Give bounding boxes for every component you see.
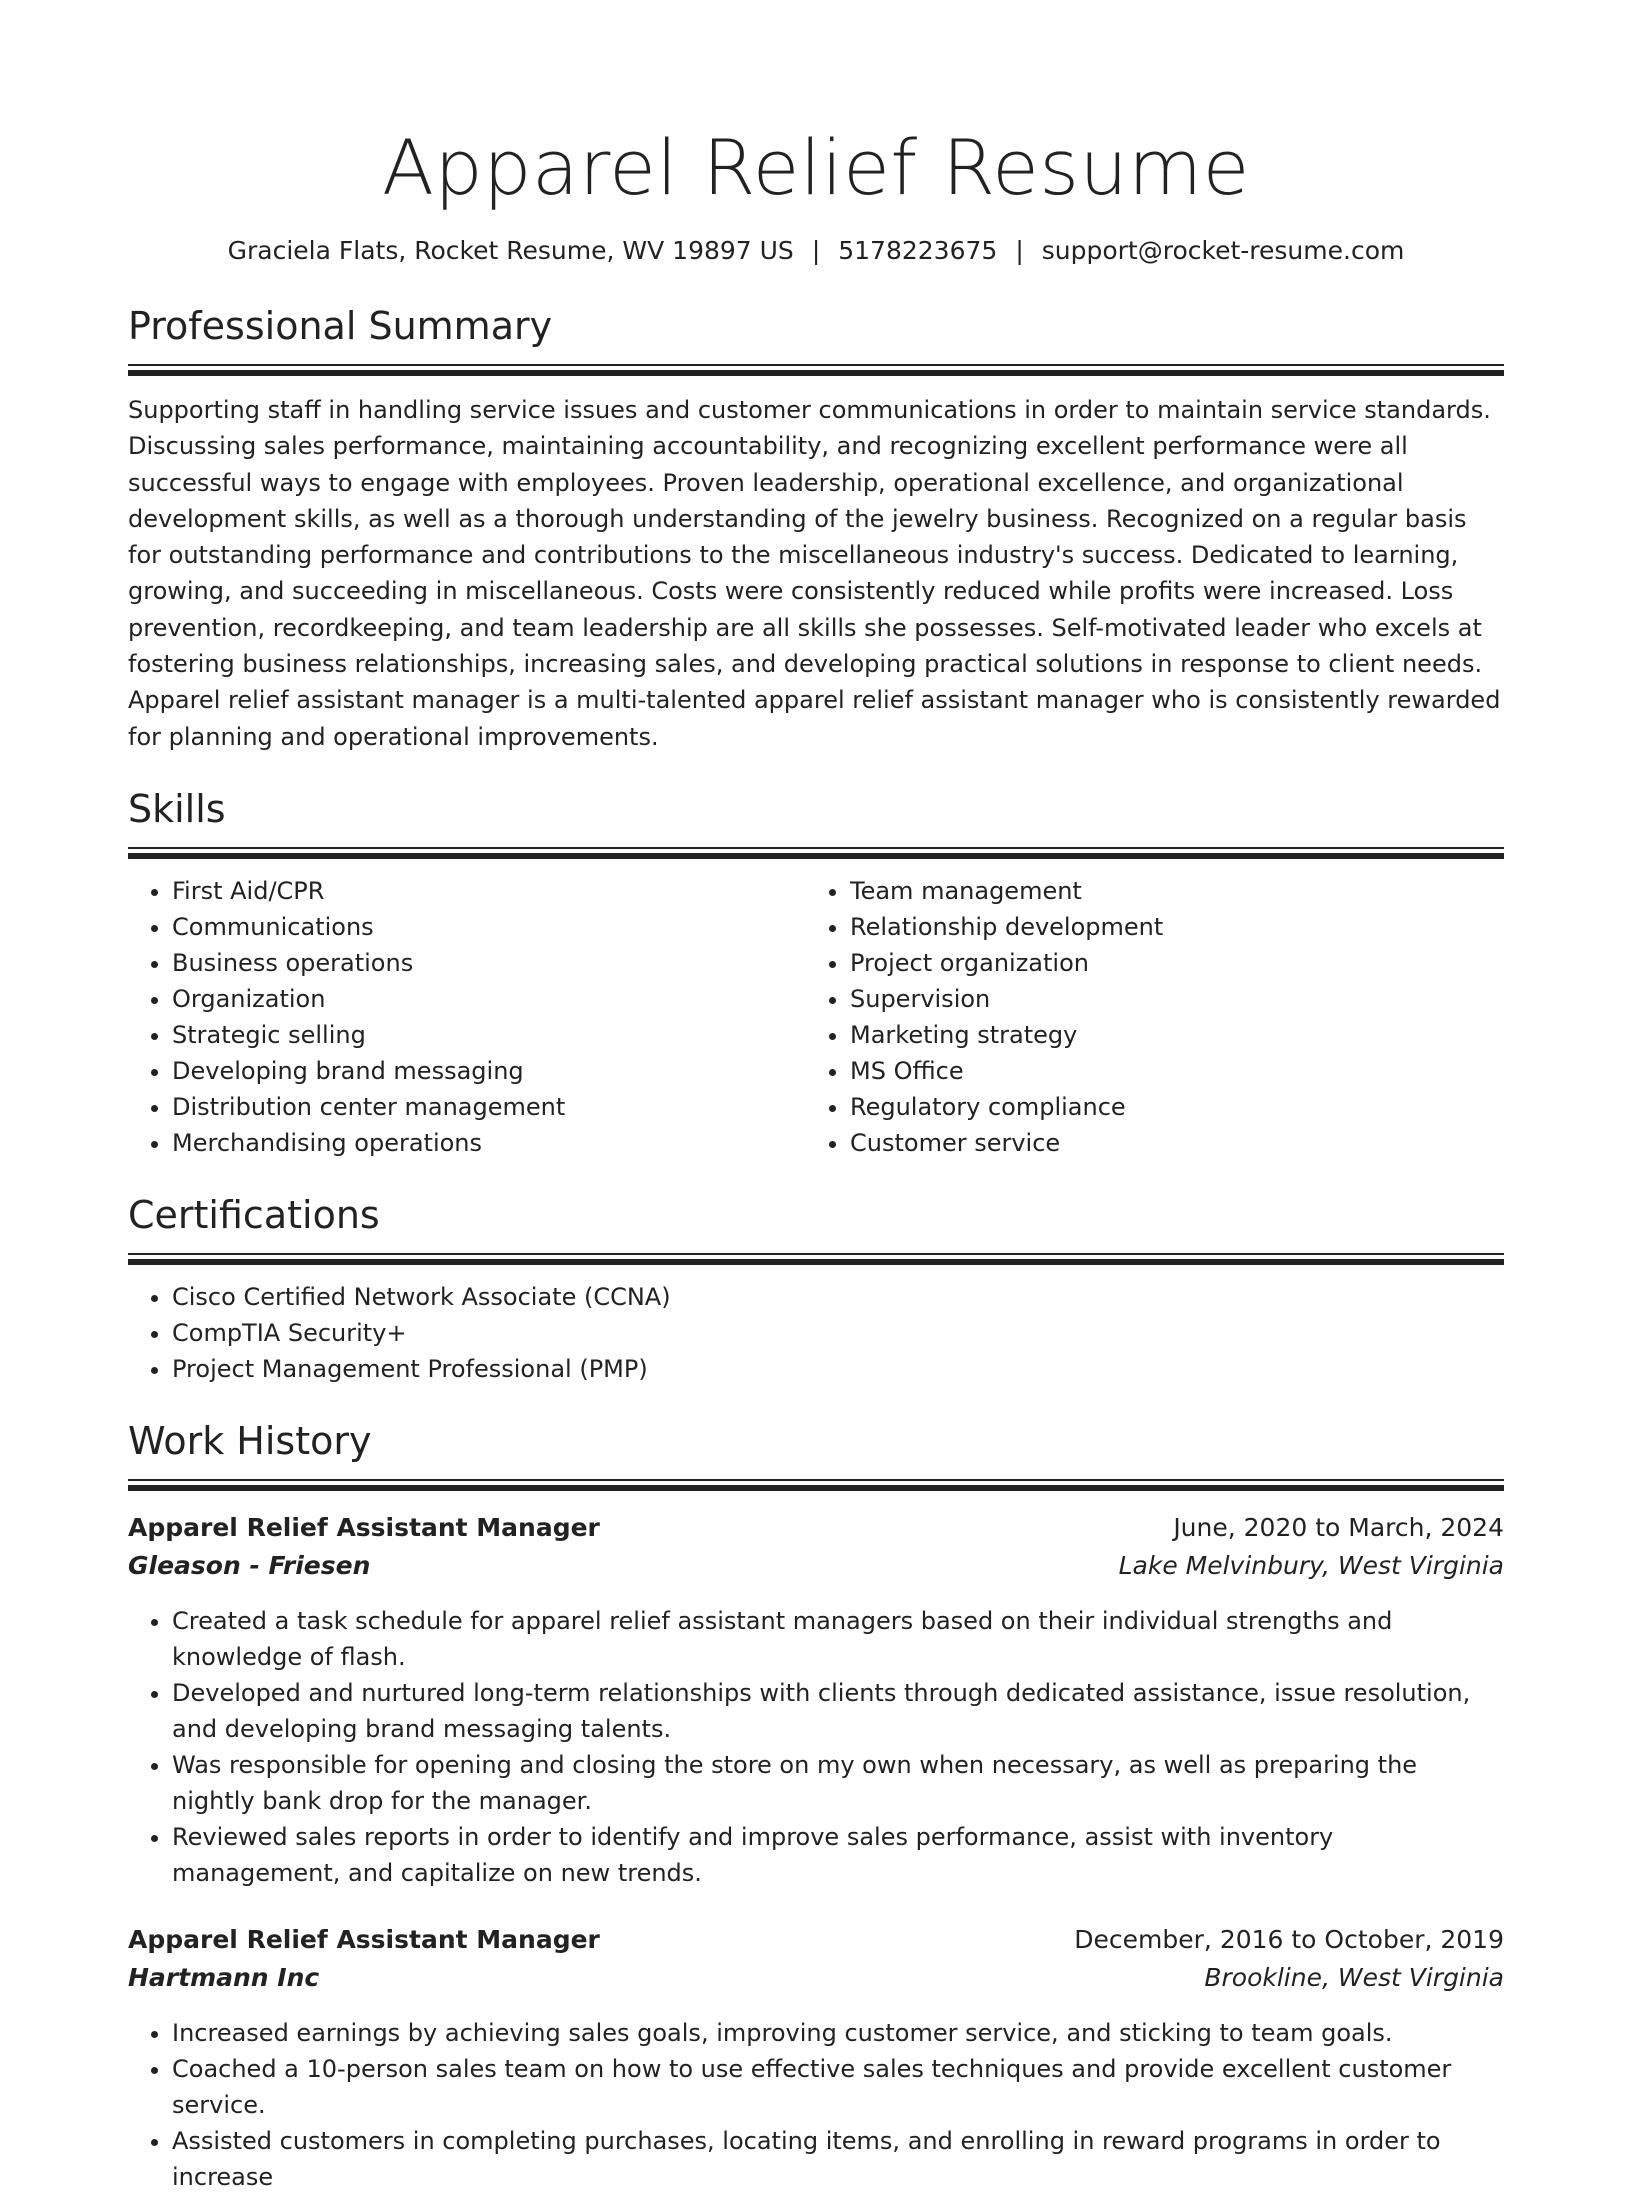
certification-item: • Cisco Certified Network Associate (CCNA) <box>172 1279 1504 1315</box>
section-divider <box>128 364 1504 376</box>
skills-list-left <box>128 873 806 1161</box>
skill-item: • Communications <box>172 909 806 945</box>
skill-item: • Team management <box>850 873 1484 909</box>
job-duties-list <box>128 1603 1504 1891</box>
skill-item: • Organization <box>172 981 806 1017</box>
certification-item: • Project Management Professional (PMP) <box>172 1351 1504 1387</box>
contact-address: Graciela Flats, Rocket Resume, WV 19897 US <box>227 236 794 265</box>
summary-section <box>128 302 1504 755</box>
job-duty-item: • Created a task schedule for apparel relief assistant managers based on their individual strengths and knowledge of flash. <box>172 1603 1504 1675</box>
skill-item: • Supervision <box>850 981 1484 1017</box>
summary-text: Supporting staff in handling service issues and customer communications in order to maintain service standards. Discussing sales performance, maintaining accountability, and recognizing excellent performance were all successful ways to engage with employees. Proven leadership, operational excellence, and organizational development skills, as well as a thorough understanding of the jewelry business. Recognized on a regular basis for outstanding performance and contributions to the miscellaneous industry's success. Dedicated to learning, growing, and succeeding in miscellaneous. Costs were consistently reduced while profits were increased. Loss prevention, recordkeeping, and team leadership are all skills she possesses. Self-motivated leader who excels at fostering business relationships, increasing sales, and developing practical solutions in response to client needs. Apparel relief assistant manager is a multi-talented apparel relief assistant manager who is consistently rewarded for planning and operational improvements. <box>128 396 1501 751</box>
certifications-heading: Certifications <box>128 1192 380 1237</box>
skill-item: • Business operations <box>172 945 806 981</box>
job-entry <box>128 1921 1504 2195</box>
job-dates: June, 2020 to March, 2024 <box>1173 1512 1504 1542</box>
job-subheader-row <box>128 1959 1504 1997</box>
skill-item: • Relationship development <box>850 909 1484 945</box>
section-divider <box>128 1253 1504 1265</box>
section-divider <box>128 847 1504 859</box>
contact-phone: 5178223675 <box>838 236 998 265</box>
skill-item: • Distribution center management <box>172 1089 806 1125</box>
job-duty-item: • Assisted customers in completing purchases, locating items, and enrolling in reward programs in order to increase <box>172 2123 1504 2195</box>
job-duty-item: • Increased earnings by achieving sales goals, improving customer service, and sticking to team goals. <box>172 2015 1504 2051</box>
job-duty-item: • Was responsible for opening and closing the store on my own when necessary, as well as preparing the nightly bank drop for the manager. <box>172 1747 1504 1819</box>
skill-item: • Marketing strategy <box>850 1017 1484 1053</box>
skill-item: • MS Office <box>850 1053 1484 1089</box>
job-header-row <box>128 1509 1504 1547</box>
certification-item: • CompTIA Security+ <box>172 1315 1504 1351</box>
job-header-row <box>128 1921 1504 1959</box>
contact-line <box>128 234 1504 268</box>
summary-heading: Professional Summary <box>128 304 553 348</box>
skills-list-right <box>806 873 1484 1161</box>
skills-grid <box>128 873 1504 1161</box>
skill-item: • Project organization <box>850 945 1484 981</box>
section-divider <box>128 1479 1504 1491</box>
job-entry <box>128 1509 1504 1891</box>
work-history-section <box>128 1417 1504 2195</box>
skills-heading: Skills <box>128 786 226 831</box>
skill-item: • Strategic selling <box>172 1017 806 1053</box>
skill-item: • Developing brand messaging <box>172 1053 806 1089</box>
job-duty-item: • Coached a 10-person sales team on how to use effective sales techniques and provide excellent customer service. <box>172 2051 1504 2123</box>
skill-item: • Customer service <box>850 1125 1484 1161</box>
job-duty-item: • Reviewed sales reports in order to identify and improve sales performance, assist with inventory management, and capitalize on new trends. <box>172 1819 1504 1891</box>
skills-section <box>128 785 1504 1161</box>
contact-separator: | <box>1015 236 1024 265</box>
contact-email[interactable]: support@rocket-resume.com <box>1041 236 1405 265</box>
skill-item: • Regulatory compliance <box>850 1089 1484 1125</box>
job-title: Apparel Relief Assistant Manager <box>128 1512 600 1542</box>
job-company: Gleason - Friesen <box>128 1550 371 1580</box>
contact-separator: | <box>811 236 821 265</box>
skill-item: • Merchandising operations <box>172 1125 806 1161</box>
job-duties-list <box>128 2015 1504 2195</box>
certifications-section <box>128 1191 1504 1387</box>
job-dates: December, 2016 to October, 2019 <box>1074 1924 1504 1954</box>
job-location: Lake Melvinbury, West Virginia <box>1118 1550 1504 1580</box>
skill-item: • First Aid/CPR <box>172 873 806 909</box>
job-subheader-row <box>128 1547 1504 1585</box>
job-duty-item: • Developed and nurtured long-term relationships with clients through dedicated assistance, issue resolution, and developing brand messaging talents. <box>172 1675 1504 1747</box>
work-history-heading: Work History <box>128 1418 372 1463</box>
resume-title: Apparel Relief Resume <box>382 123 1250 212</box>
job-title: Apparel Relief Assistant Manager <box>128 1924 600 1954</box>
job-location: Brookline, West Virginia <box>1204 1962 1504 1992</box>
certifications-list <box>128 1279 1504 1387</box>
job-company: Hartmann Inc <box>128 1962 320 1992</box>
resume-page <box>128 0 1504 2195</box>
